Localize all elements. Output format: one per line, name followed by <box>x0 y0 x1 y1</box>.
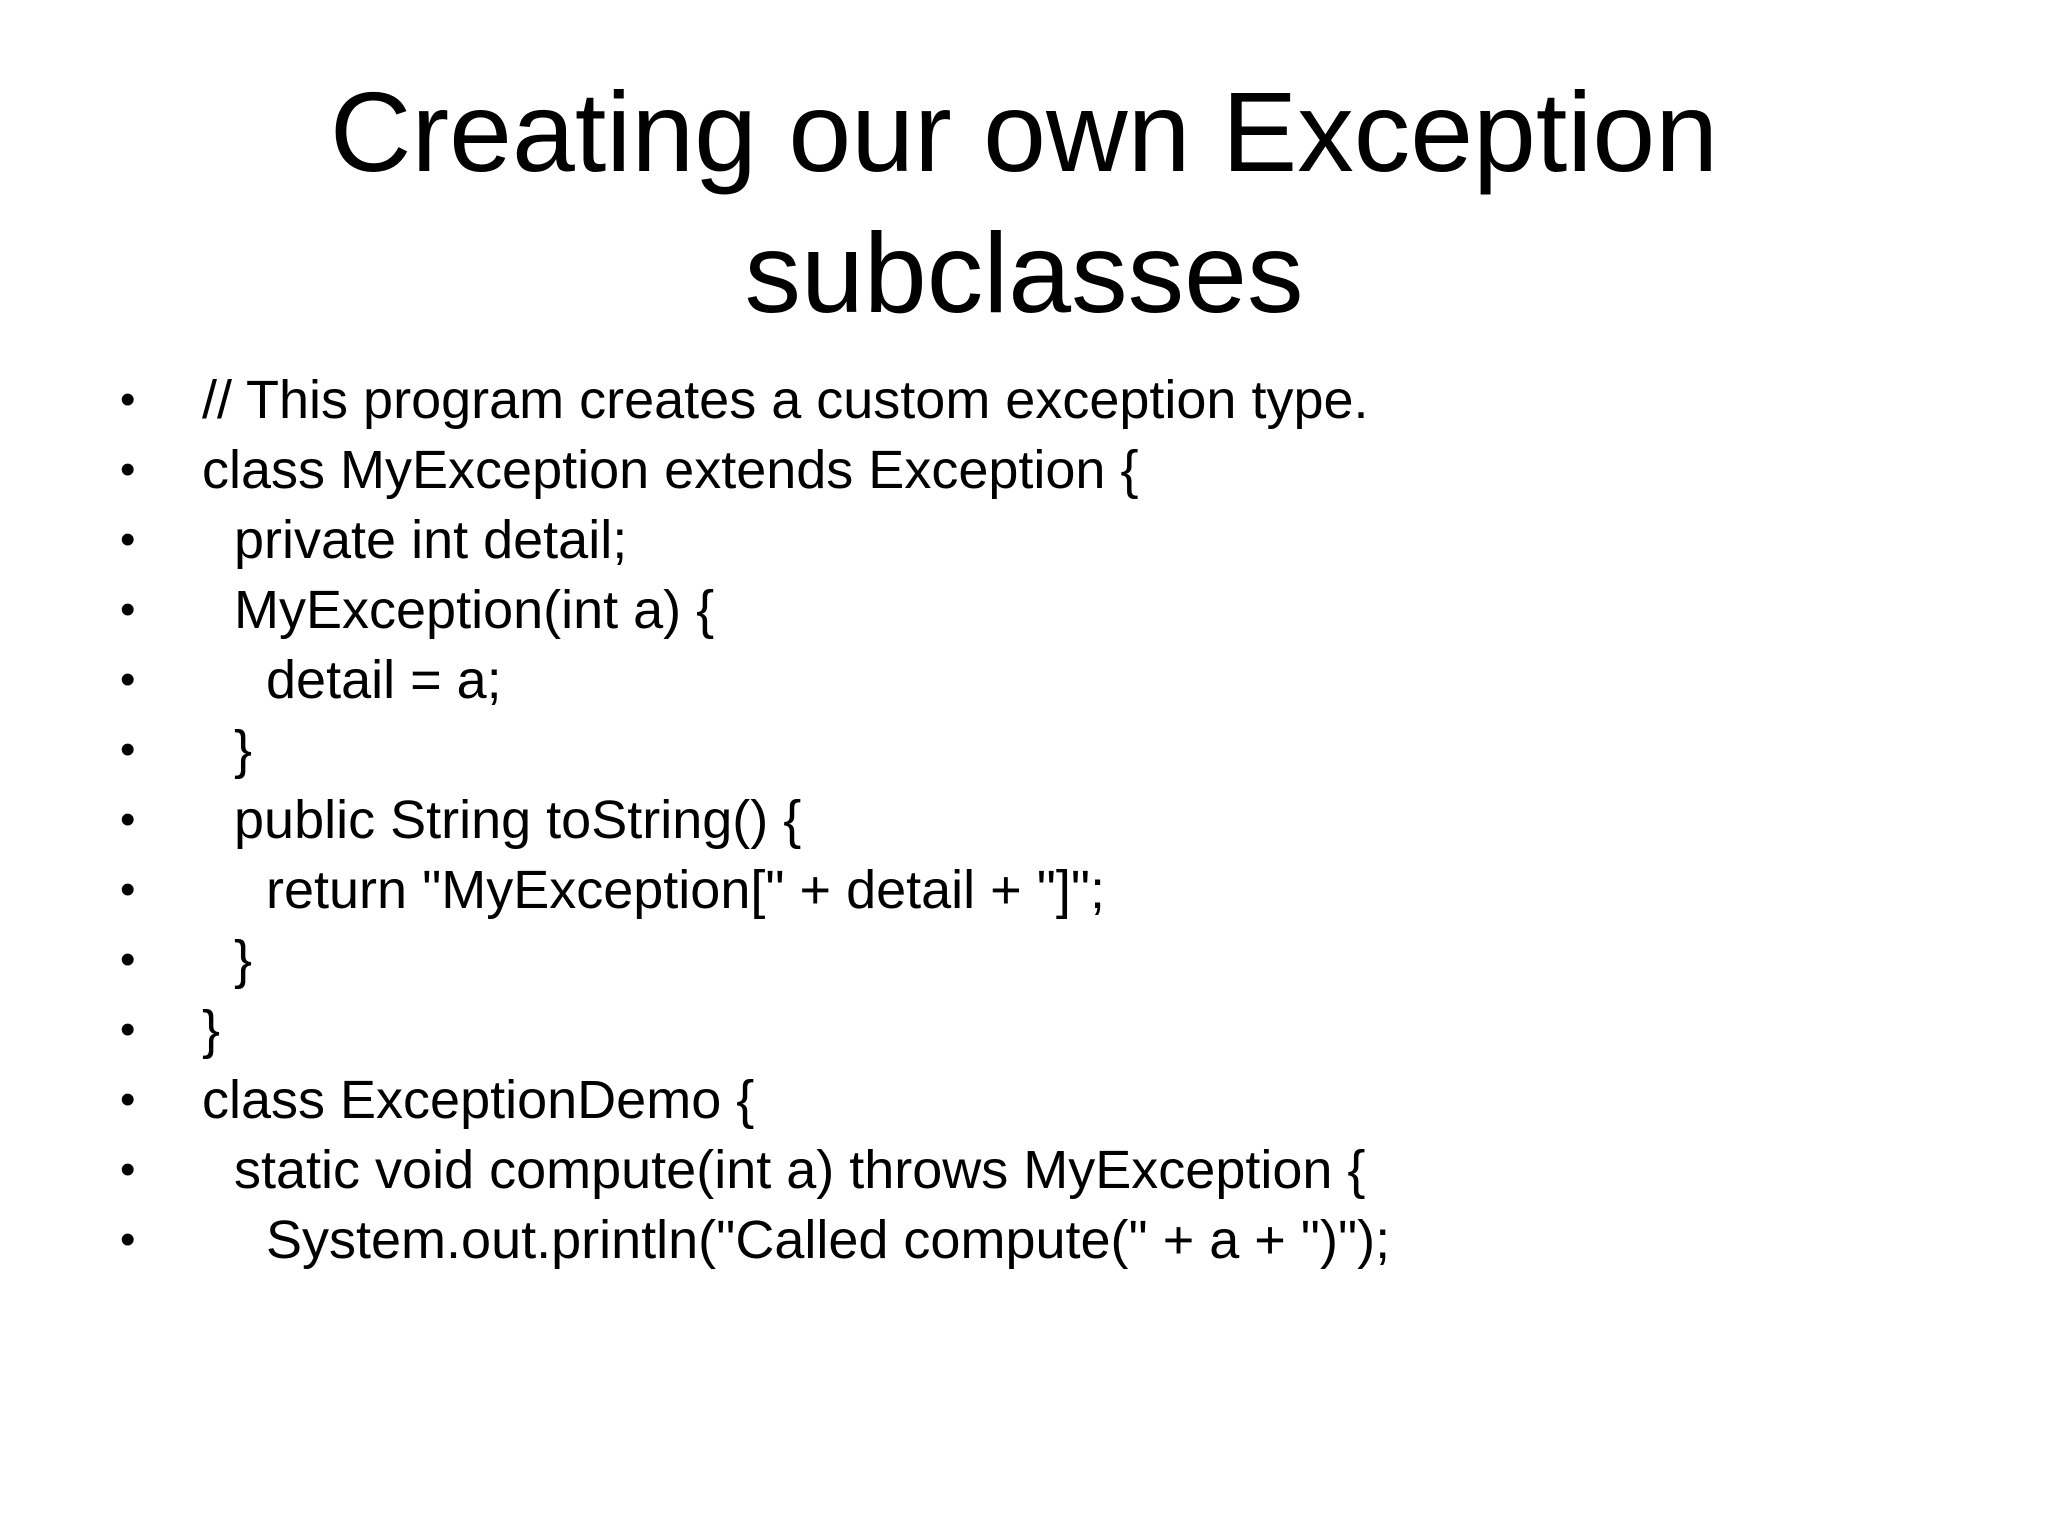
code-line-text: static void compute(int a) throws MyException { <box>234 1140 1366 1200</box>
bullet-dot-icon: • <box>120 515 136 564</box>
bullet-dot-icon: • <box>120 585 136 634</box>
bullet-dot-icon: • <box>120 375 136 424</box>
code-line-text: detail = a; <box>266 650 502 710</box>
slide-title-line-2: subclasses <box>744 210 1304 336</box>
slide-title-line-1: Creating our own Exception <box>329 69 1719 195</box>
bullet-dot-icon: • <box>120 1005 136 1054</box>
bullet-dot-icon: • <box>120 865 136 914</box>
bullet-dot-icon: • <box>120 935 136 984</box>
code-line-text: MyException(int a) { <box>234 580 715 640</box>
code-line-text: class MyException extends Exception { <box>202 440 1139 500</box>
code-line-text: } <box>234 930 253 990</box>
bullet-dot-icon: • <box>120 725 136 774</box>
code-line-text: System.out.println("Called compute(" + a + ")"); <box>266 1210 1391 1270</box>
bullet-dot-icon: • <box>120 1075 136 1124</box>
bullet-dot-icon: • <box>120 1215 136 1264</box>
bullet-dot-icon: • <box>120 445 136 494</box>
code-line-text: } <box>202 1000 221 1060</box>
code-line-text: class ExceptionDemo { <box>202 1070 755 1130</box>
slide-title <box>0 62 2048 344</box>
code-line-text: public String toString() { <box>234 790 802 850</box>
bullet-dot-icon: • <box>120 795 136 844</box>
bullet-dot-icon: • <box>120 655 136 704</box>
bullet-dot-icon: • <box>120 1145 136 1194</box>
code-line-text: // This program creates a custom exception type. <box>202 370 1369 430</box>
code-line-text: } <box>234 720 253 780</box>
code-line-text: private int detail; <box>234 510 628 570</box>
code-line-text: return "MyException[" + detail + "]"; <box>266 860 1106 920</box>
